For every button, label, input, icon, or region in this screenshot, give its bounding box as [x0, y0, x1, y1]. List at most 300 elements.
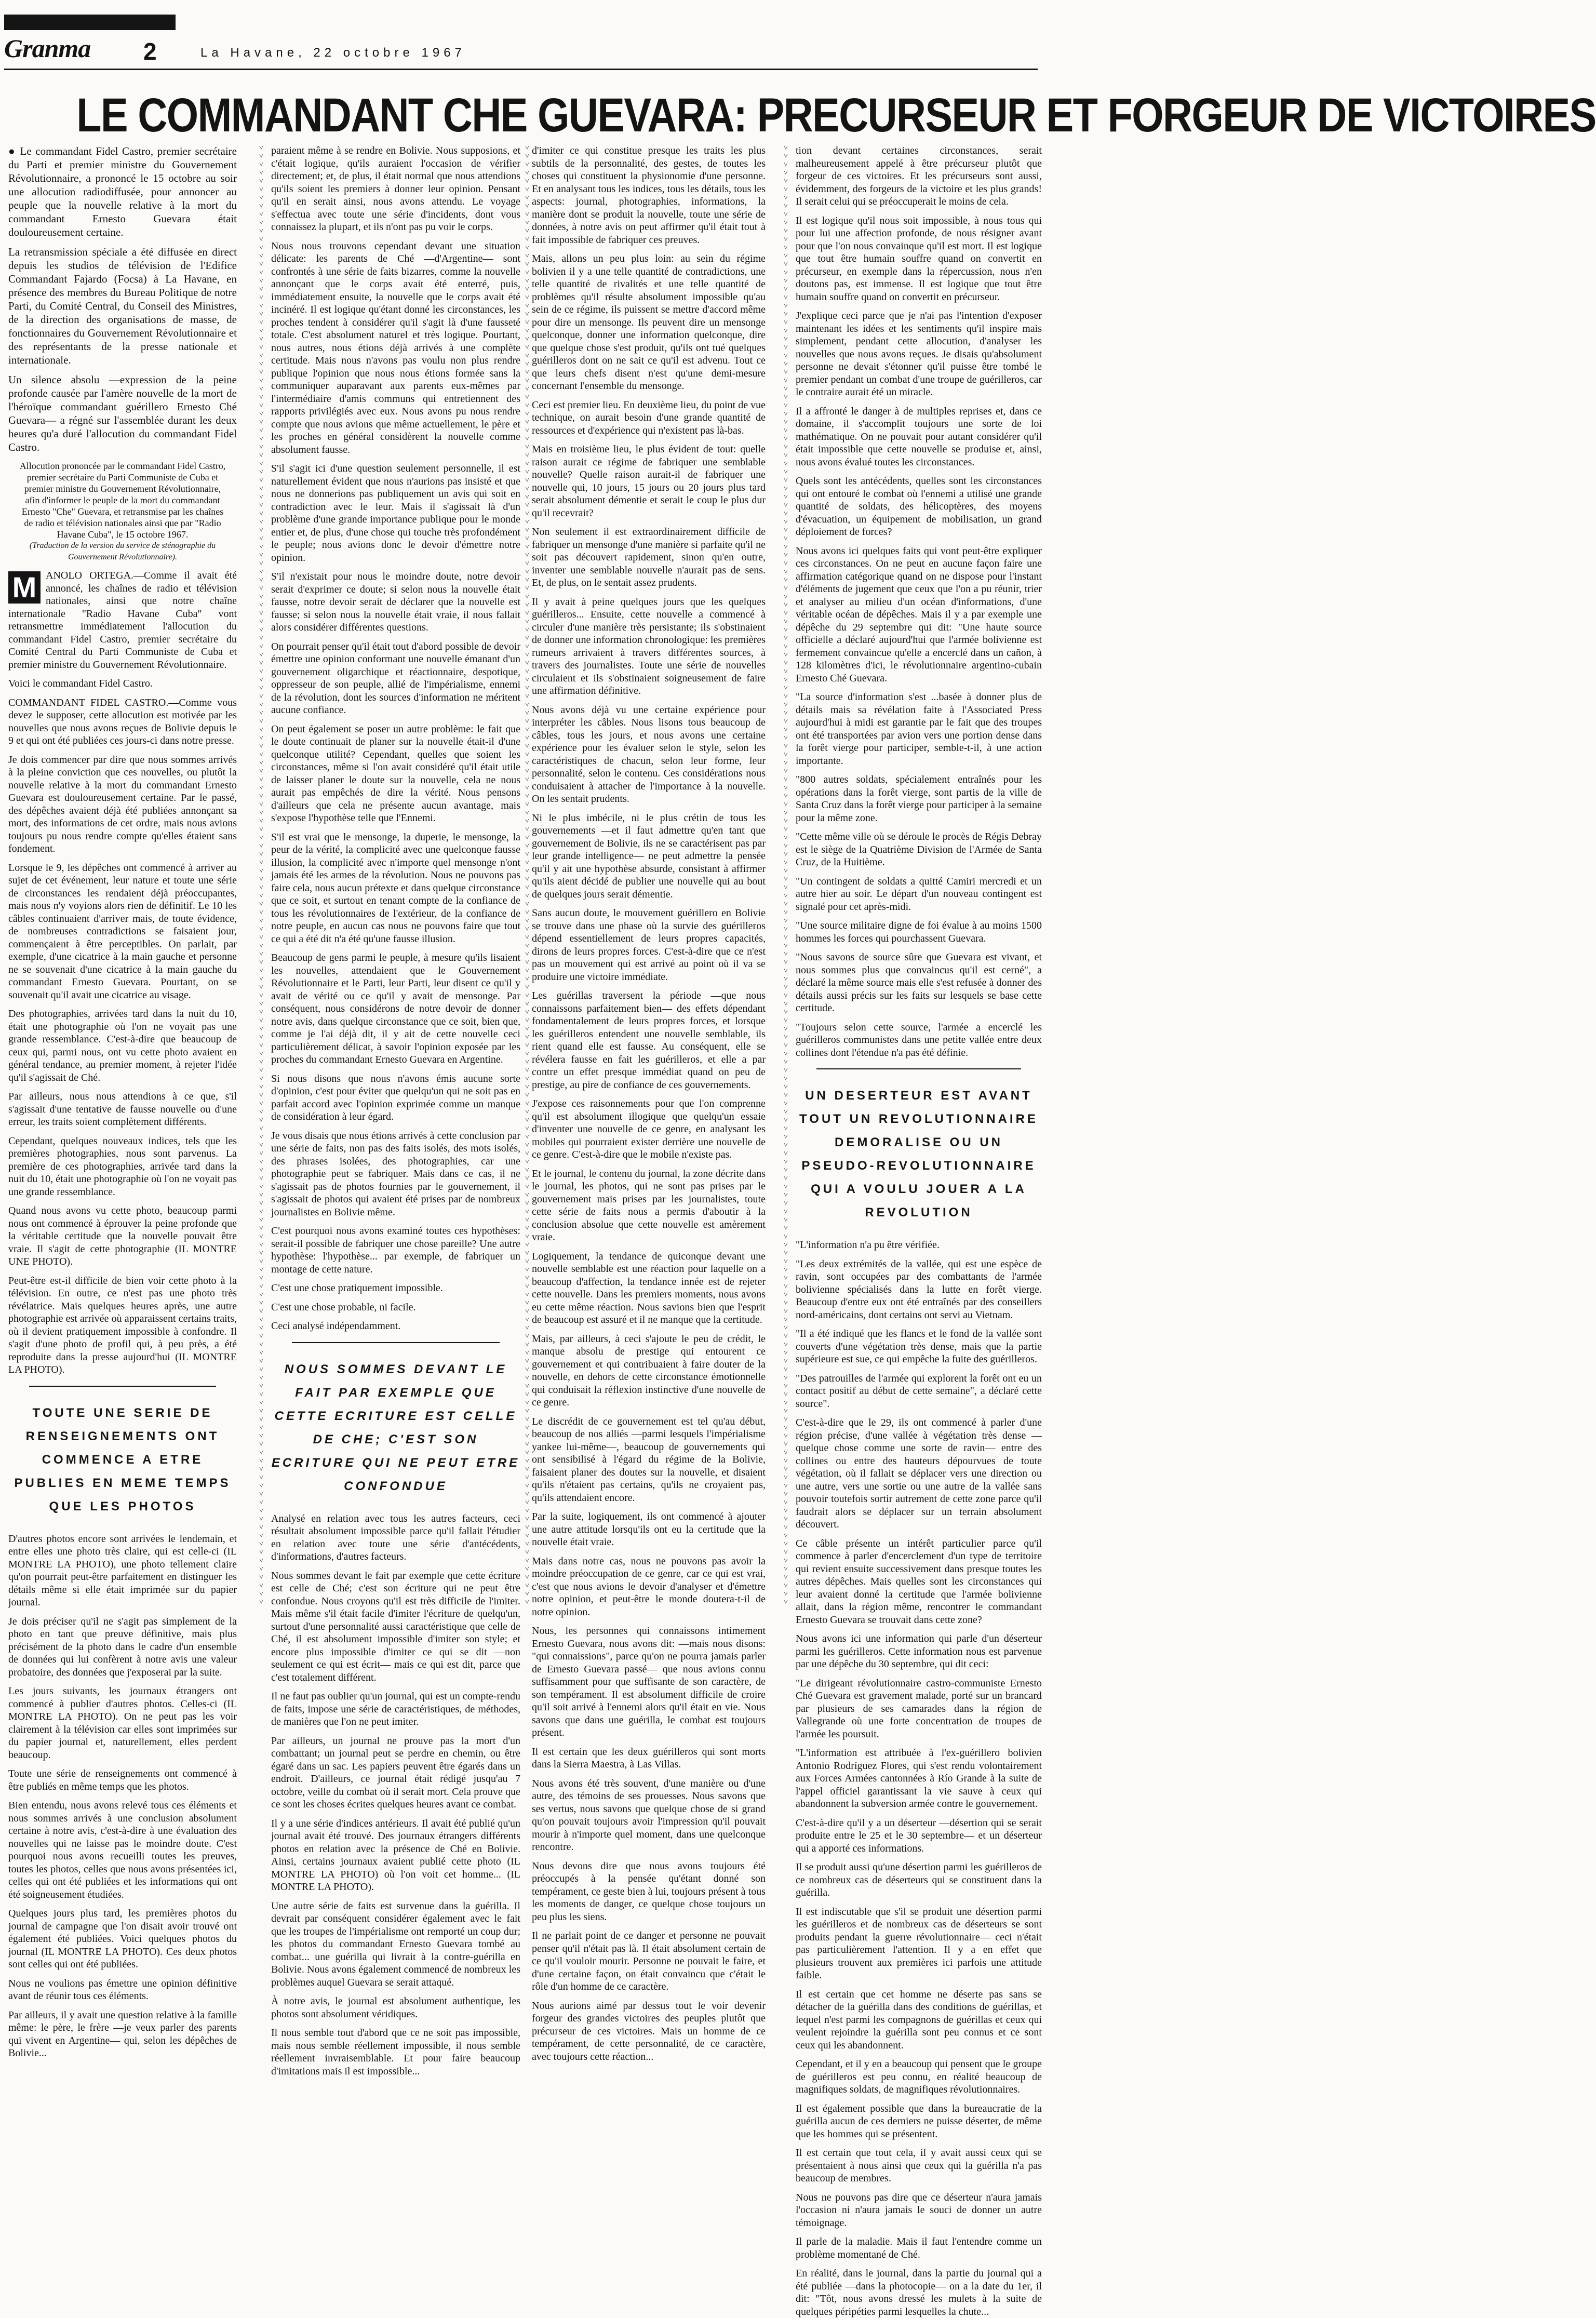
separator-chevron: ˅ [525, 685, 529, 692]
separator-chevron: ˅ [525, 1574, 529, 1582]
separator-chevron: ˅ [784, 1050, 788, 1058]
separator-chevron: ˅ [525, 1108, 529, 1116]
separator-chevron: ˅ [525, 327, 529, 335]
separator-chevron: ˅ [525, 319, 529, 327]
separator-chevron: ˅ [525, 909, 529, 917]
body-paragraph: Ni le plus imbécile, ni le plus crétin de tous les gouvernements —et il faut admettre qu'en tant que gouvernement de Bolivie, ils ne se caractérisent pas par leur grande intelligence— ne peut admettre la pensée qu'il y ait une hypothèse absurde, consistant à affirmer qu'ils aient décidé de publier une nouvelle qui au bout de quelques jours serait démentie. [532, 812, 766, 900]
lede-paragraph: La retransmission spéciale a été diffusée en direct depuis les studios de télévision de l'Edifice Commandant Fajardo (Focsa) à La Havane, en présence des membres du Bureau Politique de notre Parti, du Comité Central, du Conseil des Ministres, de la direction des organisations de masse, de fonctionnaires du Gouvernement Révolutionnaire et des représentants de la presse nationale et internationale. [8, 246, 237, 366]
separator-chevron: ˅ [259, 959, 263, 967]
masthead-bar [4, 15, 176, 30]
separator-chevron: ˅ [784, 161, 788, 169]
separator-chevron: ˅ [259, 685, 263, 692]
separator-chevron: ˅ [525, 360, 529, 368]
body-paragraph: Des photographies, arrivées tard dans la nuit du 10, était une photographie où l'on ne voyait pas une grande ressemblance. C'est-à-dire que beaucoup de ceux qui, parmi nous, ont vu cette photo avaient en général tendance, au premier moment, à rejeter l'idée qu'il s'agissait de Ché. [8, 1008, 237, 1083]
separator-chevron: ˅ [259, 842, 263, 850]
separator-chevron: ˅ [525, 1316, 529, 1324]
body-paragraph: "L'information n'a pu être vérifiée. [796, 1239, 940, 1251]
separator-chevron: ˅ [259, 444, 263, 451]
separator-chevron: ˅ [784, 926, 788, 933]
separator-chevron: ˅ [259, 1507, 263, 1515]
body-paragraph: Il nous semble tout d'abord que ce ne soit pas impossible, mais nous semble réellement impossible, il nous semble réellement invraisemblable. Et pour faire beaucoup d'imitations mais il est impossible... [271, 2027, 520, 2077]
separator-chevron: ˅ [784, 427, 788, 435]
separator-chevron: ˅ [259, 1100, 263, 1108]
body-paragraph: Une autre série de faits est survenue dans la guérilla. Il devrait par conséquent considérer également avec le fait que les troupes de l'impérialisme ont remporté un coup dur; les photos du commandant Ernesto Guevara tombé au combat... une guérilla qui livrait à la contre-guérilla en Bolivie. Nous avons également commencé de nombreux les problèmes auquel Guevara se serait attaqué. [271, 1900, 520, 1988]
body-paragraph: Mais, par ailleurs, à ceci s'ajoute le peu de crédit, le manque absolu de prestige qui entourent ce gouvernement et qui contribuaient à faire douter de la nouvelle, en dehors de cette circonstance émotionnelle qui conduisait la réflexion instinctive d'une nouvelle de ce genre. [532, 1333, 766, 1408]
separator-chevron: ˅ [784, 618, 788, 626]
separator-chevron: ˅ [525, 1457, 529, 1465]
separator-chevron: ˅ [784, 726, 788, 734]
separator-chevron: ˅ [259, 1574, 263, 1582]
separator-chevron: ˅ [784, 153, 788, 160]
separator-chevron: ˅ [784, 336, 788, 343]
body-paragraph: Il est certain que cet homme ne déserte pas sans se détacher de la guérilla dans des conditions de guérillas, et lequel n'est parmi les compagnons de guérillas et ceux qui veulent rejoindre la guérilla sont peu connus et ce sont ceux qui les abandonnent. [796, 1988, 1042, 2051]
separator-chevron: ˅ [525, 1266, 529, 1274]
separator-chevron: ˅ [525, 1009, 529, 1016]
body-paragraph: Il se produit aussi qu'une désertion parmi les guérilleros de ce nombreux cas de déserteurs qui se constituent dans la guérilla. [796, 1861, 1042, 1898]
separator-chevron: ˅ [784, 1241, 788, 1249]
separator-chevron: ˅ [525, 1067, 529, 1075]
separator-chevron: ˅ [784, 144, 788, 152]
separator-chevron: ˅ [525, 493, 529, 501]
separator-chevron: ˅ [784, 1183, 788, 1191]
separator-chevron: ˅ [784, 643, 788, 651]
separator-chevron: ˅ [259, 402, 263, 410]
body-paragraph: Il ne faut pas oublier qu'un journal, qui est un compte-rendu de faits, impose une série de caractéristiques, de méthodes, de manières que l'on ne peut imiter. [271, 1691, 520, 1727]
separator-chevron: ˅ [784, 759, 788, 767]
separator-chevron: ˅ [259, 236, 263, 244]
separator-chevron: ˅ [259, 1424, 263, 1432]
separator-chevron: ˅ [525, 626, 529, 634]
separator-chevron: ˅ [525, 926, 529, 933]
separator-chevron: ˅ [259, 568, 263, 576]
separator-chevron: ˅ [784, 1275, 788, 1282]
separator-chevron: ˅ [525, 917, 529, 925]
separator-chevron: ˅ [259, 543, 263, 551]
separator-chevron: ˅ [784, 502, 788, 510]
separator-chevron: ˅ [784, 1009, 788, 1016]
body-paragraph: Et le journal, le contenu du journal, la zone décrite dans le journal, les photos, qui ne sont pas prises par le gouvernement mais prises par les journalistes, toute cette série de faits nous a permis d'aboutir à la conclusion absolue que cette nouvelle est amèrement vraie. [532, 1168, 766, 1243]
body-paragraph: S'il est vrai que le mensonge, la duperie, le mensonge, la peur de la vérité, la complicité avec une quelconque fausse illusion, la complicité avec n'importe quel mensonge n'ont jamais été les armes de la révolution. Nous ne pouvons pas faire cela, nous aucun prétexte et dans quelque circonstance que ce soit, et surtout en tenant compte de la confiance de tous les révolutionnaires de l'extérieur, de la confiance de notre peuple, en aucun cas nous ne pouvons faire que tout ce qui a été dit n'a été qu'une fausse illusion. [271, 831, 520, 945]
separator-chevron: ˅ [525, 1017, 529, 1025]
separator-chevron: ˅ [784, 1150, 788, 1158]
separator-chevron: ˅ [525, 975, 529, 983]
separator-chevron: ˅ [259, 1374, 263, 1382]
separator-chevron: ˅ [259, 1474, 263, 1482]
separator-chevron: ˅ [259, 1540, 263, 1548]
separator-chevron: ˅ [259, 776, 263, 784]
separator-chevron: ˅ [784, 203, 788, 210]
separator-chevron: ˅ [784, 842, 788, 850]
separator-chevron: ˅ [259, 784, 263, 792]
separator-chevron: ˅ [259, 336, 263, 343]
separator-chevron: ˅ [259, 1175, 263, 1183]
separator-chevron: ˅ [784, 1474, 788, 1482]
separator-chevron: ˅ [525, 311, 529, 318]
column-4 [796, 144, 1042, 2317]
body-paragraph: Par ailleurs, nous nous attendions à ce que, s'il s'agissait d'une tentative de fausse nouvelle ou d'une erreur, les traits soient complètement différents. [8, 1091, 237, 1128]
separator-chevron: ˅ [784, 1557, 788, 1565]
separator-chevron: ˅ [259, 1058, 263, 1066]
separator-chevron: ˅ [784, 585, 788, 593]
separator-chevron: ˅ [784, 834, 788, 842]
separator-chevron: ˅ [784, 934, 788, 942]
separator-chevron: ˅ [784, 859, 788, 867]
separator-chevron: ˅ [784, 693, 788, 701]
separator-chevron: ˅ [784, 917, 788, 925]
body-paragraph: À notre avis, le journal est absolument authentique, les photos sont absolument véridiques. [271, 1995, 520, 2020]
separator-chevron: ˅ [259, 1590, 263, 1598]
separator-chevron: ˅ [784, 1441, 788, 1449]
separator-chevron: ˅ [784, 1108, 788, 1116]
separator-chevron: ˅ [525, 169, 529, 177]
separator-chevron: ˅ [259, 1316, 263, 1324]
separator-chevron: ˅ [525, 660, 529, 667]
separator-chevron: ˅ [784, 1075, 788, 1083]
separator-chevron: ˅ [259, 1499, 263, 1507]
body-paragraph: Ce câble présente un intérêt particulier parce qu'il commence à parler d'encerclement d'un type de territoire qui revient ensuite successivement dans presque toutes les autres dépêches. Mais quelles sont les circonstances qui leur avaient donné la certitude que l'armée bolivienne allait, dans la région même, rencontrer le commandant Ernesto Guevara se trouvait dans cette zone? [796, 1537, 1042, 1626]
separator-chevron: ˅ [784, 1167, 788, 1174]
separator-chevron: ˅ [259, 743, 263, 751]
separator-chevron: ˅ [525, 859, 529, 867]
body-paragraph: "Une source militaire digne de foi évalue à au moins 1500 hommes les forces qui pourchassent Guevara. [796, 920, 1042, 944]
separator-chevron: ˅ [525, 851, 529, 859]
separator-chevron: ˅ [525, 385, 529, 393]
separator-chevron: ˅ [784, 178, 788, 185]
separator-chevron: ˅ [259, 227, 263, 235]
separator-chevron: ˅ [259, 793, 263, 800]
separator-chevron: ˅ [525, 244, 529, 252]
separator-chevron: ˅ [259, 452, 263, 460]
separator-chevron: ˅ [784, 1358, 788, 1365]
separator-chevron: ˅ [784, 327, 788, 335]
separator-chevron: ˅ [259, 768, 263, 775]
separator-chevron: ˅ [784, 477, 788, 485]
separator-chevron: ˅ [784, 984, 788, 991]
separator-chevron: ˅ [259, 552, 263, 559]
separator-chevron: ˅ [525, 452, 529, 460]
body-paragraph: Nous avons été très souvent, d'une manière ou d'une autre, des témoins de ses prouesses. Nous savons que ses vertus, nous savons que quelque chose de si grand qu'on pouvait toujours avoir l'impression qu'il pouvait mourir à n'importe quel moment, dans une quelconque rencontre. [532, 1777, 766, 1853]
separator-chevron: ˅ [259, 286, 263, 293]
lede-paragraph: ● Le commandant Fidel Castro, premier secrétaire du Parti et premier ministre du Gouvernement Révolutionnaire, a prononcé le 15 octobre au soir une allocution radiodiffusée, pour annoncer au peuple que la nouvelle relative à la mort du commandant Ernesto Guevara était douloureusement certaine. [8, 145, 237, 238]
separator-chevron: ˅ [525, 1441, 529, 1449]
separator-chevron: ˅ [525, 161, 529, 169]
separator-chevron: ˅ [784, 768, 788, 775]
body-paragraph: Nous, les personnes qui connaissons intimement Ernesto Guevara, nous avons dit: —mais nous disons: "qui connaissions", parce qu'on ne pourra jamais parler de Ernesto Guevara passé— que nous avions connu suffisamment pour que suffisante de son caractère, de son tempérament. Il est absolument difficile de croire qu'il soit arrivé à l'ennemi alors qu'il était en vie. Nous savons que dans une guérilla, le combat est toujours présent. [532, 1625, 766, 1738]
separator-chevron: ˅ [259, 144, 263, 152]
separator-chevron: ˅ [784, 269, 788, 277]
body-paragraph: Mais, allons un peu plus loin: au sein du régime bolivien il y a une telle quantité de contradictions, une telle quantité de rivalités et une telle quantité de problèmes qu'il résulte absolument impossible qu'au sein de ce régime, ils puissent se mettre d'accord même pour dire un mensonge. Ils peuvent dire un mensonge quelconque, donner une information quelconque, dire que quelque chose s'est produit, qu'ils ont tué quelques guérilleros dont on ne sait ce qu'il est advenu. Tout ce que leurs chefs disent n'est qu'une demi-mesure concernant l'ensemble du mensonge. [532, 253, 766, 392]
separator-chevron: ˅ [259, 1250, 263, 1257]
separator-chevron: ˅ [525, 518, 529, 526]
separator-chevron: ˅ [784, 1250, 788, 1257]
separator-chevron: ˅ [784, 543, 788, 551]
separator-chevron: ˅ [525, 1590, 529, 1598]
main-headline: LE COMMANDANT CHE GUEVARA: PRECURSEUR ET FORGEUR DE VICTOIRES [76, 89, 1596, 142]
newspaper-logo: Granma [4, 34, 91, 63]
separator-chevron: ˅ [784, 626, 788, 634]
separator-chevron: ˅ [259, 884, 263, 892]
separator-chevron: ˅ [525, 1233, 529, 1241]
separator-chevron: ˅ [784, 493, 788, 501]
separator-chevron: ˅ [784, 1582, 788, 1590]
separator-chevron: ˅ [784, 1258, 788, 1266]
separator-chevron: ˅ [259, 261, 263, 269]
separator-chevron: ˅ [525, 410, 529, 418]
separator-chevron: ˅ [525, 302, 529, 310]
separator-chevron: ˅ [525, 535, 529, 543]
separator-chevron: ˅ [525, 1158, 529, 1166]
separator-chevron: ˅ [784, 344, 788, 352]
separator-chevron: ˅ [259, 385, 263, 393]
separator-chevron: ˅ [259, 926, 263, 933]
separator-chevron: ˅ [525, 1416, 529, 1424]
box-divider [292, 1342, 500, 1343]
separator-chevron: ˅ [784, 1432, 788, 1440]
separator-chevron: ˅ [259, 593, 263, 601]
separator-chevron: ˅ [259, 1075, 263, 1083]
separator-chevron: ˅ [784, 1117, 788, 1124]
separator-chevron: ˅ [525, 1599, 529, 1606]
separator-chevron: ˅ [259, 1067, 263, 1075]
separator-chevron: ˅ [525, 1358, 529, 1365]
separator-chevron: ˅ [525, 211, 529, 219]
separator-chevron: ˅ [259, 585, 263, 593]
separator-chevron: ˅ [525, 784, 529, 792]
separator-chevron: ˅ [259, 1092, 263, 1100]
separator-chevron: ˅ [525, 701, 529, 709]
separator-chevron: ˅ [525, 1058, 529, 1066]
separator-chevron: ˅ [259, 510, 263, 518]
separator-chevron: ˅ [784, 1125, 788, 1133]
separator-chevron: ˅ [259, 734, 263, 742]
column-1 [8, 144, 237, 2059]
separator-chevron: ˅ [259, 1142, 263, 1149]
separator-chevron: ˅ [525, 1524, 529, 1532]
separator-chevron: ˅ [784, 552, 788, 559]
separator-chevron: ˅ [259, 485, 263, 493]
separator-chevron: ˅ [784, 776, 788, 784]
separator-chevron: ˅ [525, 1299, 529, 1307]
separator-chevron: ˅ [525, 1466, 529, 1473]
separator-chevron: ˅ [259, 211, 263, 219]
separator-chevron: ˅ [784, 1341, 788, 1349]
separator-chevron: ˅ [525, 1482, 529, 1490]
separator-chevron: ˅ [259, 1383, 263, 1390]
separator-chevron: ˅ [784, 385, 788, 393]
separator-chevron: ˅ [784, 1208, 788, 1216]
separator-chevron: ˅ [259, 1191, 263, 1199]
separator-chevron: ˅ [525, 867, 529, 875]
separator-chevron: ˅ [525, 394, 529, 401]
separator-chevron: ˅ [259, 618, 263, 626]
separator-chevron: ˅ [784, 1416, 788, 1424]
separator-chevron: ˅ [259, 851, 263, 859]
separator-chevron: ˅ [259, 1441, 263, 1449]
separator-chevron: ˅ [784, 992, 788, 1000]
separator-chevron: ˅ [259, 751, 263, 759]
separator-chevron: ˅ [525, 1117, 529, 1124]
separator-chevron: ˅ [784, 1540, 788, 1548]
separator-chevron: ˅ [784, 294, 788, 302]
separator-chevron: ˅ [259, 992, 263, 1000]
body-paragraph: Ceci est premier lieu. En deuxième lieu, du point de vue technique, on aurait besoin d'une grande quantité de ressources et d'expérience qui n'existent pas là-bas. [532, 399, 766, 436]
separator-chevron: ˅ [525, 144, 529, 152]
separator-chevron: ˅ [784, 1025, 788, 1033]
separator-chevron: ˅ [784, 369, 788, 377]
separator-chevron: ˅ [259, 1025, 263, 1033]
body-paragraph: J'explique ceci parce que je n'ai pas l'intention d'exposer maintenant les idées et les sentiments qu'il inspire mais simplement, pendant cette allocution, d'analyser les nouvelles que nous avons reçues. Je disais qu'absolument personne ne devait s'étonner qu'il puisse être tombé le premier pendant un combat d'une troupe de guérilleros, car le contraire aurait été un miracle. [796, 310, 1042, 398]
separator-chevron: ˅ [784, 1083, 788, 1091]
separator-chevron: ˅ [259, 577, 263, 584]
separator-chevron: ˅ [784, 892, 788, 900]
separator-chevron: ˅ [259, 626, 263, 634]
separator-chevron: ˅ [525, 1025, 529, 1033]
separator-chevron: ˅ [784, 435, 788, 443]
body-paragraph: C'est une chose pratiquement impossible. [271, 1282, 443, 1294]
dateline: La Havane, 22 octobre 1967 [200, 46, 466, 60]
separator-chevron: ˅ [259, 1233, 263, 1241]
separator-chevron: ˅ [784, 1565, 788, 1573]
separator-chevron: ˅ [259, 601, 263, 609]
body-paragraph: "Cette même ville où se déroule le procès de Régis Debray est le siège de la Quatrième Division de l'Armée de Santa Cruz, de la Huitième. [796, 831, 1042, 868]
separator-chevron: ˅ [259, 560, 263, 568]
separator-chevron: ˅ [525, 1125, 529, 1133]
drop-cap: M [8, 571, 41, 604]
separator-chevron: ˅ [784, 311, 788, 318]
page-number: 2 [143, 38, 157, 65]
separator-chevron: ˅ [525, 1100, 529, 1108]
separator-chevron: ˅ [525, 1399, 529, 1407]
separator-chevron: ˅ [525, 1324, 529, 1332]
separator-chevron: ˅ [784, 468, 788, 476]
separator-chevron: ˅ [525, 468, 529, 476]
separator-chevron: ˅ [784, 784, 788, 792]
separator-chevron: ˅ [784, 535, 788, 543]
separator-chevron: ˅ [784, 975, 788, 983]
separator-chevron: ˅ [259, 660, 263, 667]
separator-chevron: ˅ [525, 1391, 529, 1399]
separator-chevron: ˅ [259, 360, 263, 368]
separator-chevron: ˅ [259, 701, 263, 709]
separator-chevron: ˅ [784, 527, 788, 534]
separator-chevron: ˅ [784, 1092, 788, 1100]
separator-chevron: ˅ [525, 1540, 529, 1548]
separator-chevron: ˅ [525, 294, 529, 302]
separator-chevron: ˅ [525, 1516, 529, 1523]
body-paragraph: En réalité, dans le journal, dans la partie du journal qui a été publiée —dans la photocopie— on a la date du 1er, il dit: "Tôt, nous avons dressé les mulets à la suite de quelques péripéties parmi lesquelles la chute... [796, 2268, 1042, 2317]
separator-chevron: ˅ [784, 1067, 788, 1075]
separator-chevron: ˅ [525, 203, 529, 210]
separator-chevron: ˅ [525, 676, 529, 684]
separator-chevron: ˅ [784, 959, 788, 967]
separator-chevron: ˅ [259, 909, 263, 917]
body-paragraph: Il parle de la maladie. Mais il faut l'entendre comme un problème momentané de Ché. [796, 2236, 1042, 2260]
separator-chevron: ˅ [259, 1565, 263, 1573]
separator-chevron: ˅ [259, 319, 263, 327]
body-paragraph: D'autres photos encore sont arrivées le lendemain, et entre elles une photo très claire, qui est celle-ci (IL MONTRE LA PHOTO), une photo tellement claire qu'on pourrait peut-être parfaitement en distinguer les détails même si elle était imprimée sur du papier journal. [8, 1533, 237, 1608]
separator-chevron: ˅ [525, 352, 529, 360]
separator-chevron: ˅ [525, 1241, 529, 1249]
body-paragraph: Les jours suivants, les journaux étrangers ont commencé à publier d'autres photos. Celles-ci (IL MONTRE LA PHOTO). On ne peut pas les voir clairement à la télévision car elles sont imprimées sur du papier journal et, naturellement, elles perdent beaucoup. [8, 1685, 237, 1761]
body-paragraph: Nous sommes devant le fait par exemple que cette écriture est celle de Ché; c'est son écriture qui ne peut être confondue. Nous croyons qu'il est très difficile de l'imiter. Mais même s'il était facile d'imiter l'écriture de quelqu'un, surtout d'une personnalité aussi caractéristique que celle de Ché, il est absolument impossible d'imiter son style; et encore plus impossible d'imiter ce qui se dit —non seulement ce qui est écrit— mais ce qui est dit, parce que c'est totalement différent. [271, 1570, 520, 1683]
separator-chevron: ˅ [525, 768, 529, 775]
separator-chevron: ˅ [784, 1042, 788, 1050]
separator-chevron: ˅ [259, 1333, 263, 1341]
separator-chevron: ˅ [784, 518, 788, 526]
separator-chevron: ˅ [784, 1233, 788, 1241]
separator-chevron: ˅ [784, 194, 788, 202]
separator-chevron: ˅ [784, 1574, 788, 1582]
separator-chevron: ˅ [525, 801, 529, 809]
separator-chevron: ˅ [259, 194, 263, 202]
separator-chevron: ˅ [259, 834, 263, 842]
separator-chevron: ˅ [525, 610, 529, 618]
separator-chevron: ˅ [525, 726, 529, 734]
separator-chevron: ˅ [259, 1557, 263, 1565]
separator-chevron: ˅ [525, 444, 529, 451]
separator-chevron: ˅ [784, 1349, 788, 1357]
separator-chevron: ˅ [784, 1366, 788, 1374]
separator-chevron: ˅ [259, 610, 263, 618]
separator-chevron: ˅ [259, 1449, 263, 1457]
body-paragraph: Il est également possible que dans la bureaucratie de la guérilla aucun de ces derniers ne puisse déserter, de même que les hommes qui se présentent. [796, 2102, 1042, 2140]
separator-chevron: ˅ [259, 1516, 263, 1523]
separator-chevron: ˅ [259, 1466, 263, 1473]
separator-chevron: ˅ [784, 1216, 788, 1224]
separator-chevron: ˅ [525, 959, 529, 967]
body-paragraph: d'imiter ce qui constitue presque les traits les plus subtils de la personnalité, des gestes, de toutes les choses qui constituent la physionomie d'une personne. Et en analysant tous les indices, tous les détails, tous les aspects: journal, photographies, informations, la manière dont se produit la nouvelle, toute une série de données, à notre avis on peut affirmer qu'il était tout à fait impossible de fabriquer ces preuves. [532, 145, 766, 246]
separator-chevron: ˅ [259, 277, 263, 285]
separator-chevron: ˅ [259, 901, 263, 908]
separator-chevron: ˅ [259, 1258, 263, 1266]
separator-chevron: ˅ [525, 261, 529, 269]
separator-chevron: ˅ [784, 169, 788, 177]
separator-chevron: ˅ [525, 336, 529, 343]
separator-chevron: ˅ [525, 1424, 529, 1432]
separator-chevron: ˅ [259, 826, 263, 834]
separator-chevron: ˅ [259, 892, 263, 900]
separator-chevron: ˅ [259, 1266, 263, 1274]
body-paragraph: Ceci analysé indépendamment. [271, 1320, 401, 1332]
separator-chevron: ˅ [259, 1349, 263, 1357]
separator-chevron: ˅ [784, 660, 788, 667]
separator-chevron: ˅ [259, 1432, 263, 1440]
body-paragraph: "Les deux extrémités de la vallée, qui est une espèce de ravin, sont occupées par des combattants de l'armée bolivienne spécialisés dans la lutte en forêt vierge. Beaucoup d'entre eux ont été entraînés par des conseillers nord-américains, dont certains ont servi au Vietnam. [796, 1258, 1042, 1321]
body-paragraph: Nous avons déjà vu une certaine expérience pour interpréter les câbles. Nous lisons tous beaucoup de câbles, tous les jours, et nous avons une certaine expérience pour les évaluer selon le style, selon les caractéristiques de chacun, selon leur forme, leur personnalité, selon le contenu. Ces considérations nous conduisaient à attacher de l'importance à la nouvelle. On les sentait prudents. [532, 704, 766, 805]
attribution-text: Allocution prononcée par le commandant Fidel Castro, premier secrétaire du Parti Communiste de Cuba et premier ministre du Gouvernement Révolutionnaire, afin d'informer le peuple de la mort du commandant Ernesto "Che" Guevara, et retransmise par les chaînes de radio et télévision nationales ainsi que par "Radio Havane Cuba", le 15 octobre 1967. [19, 461, 226, 540]
separator-chevron: ˅ [525, 510, 529, 518]
separator-chevron: ˅ [259, 1358, 263, 1365]
separator-chevron: ˅ [784, 360, 788, 368]
separator-chevron: ˅ [784, 1374, 788, 1382]
separator-chevron: ˅ [525, 643, 529, 651]
separator-chevron: ˅ [784, 1291, 788, 1299]
separator-chevron: ˅ [784, 876, 788, 883]
separator-chevron: ˅ [784, 1034, 788, 1041]
box-divider [29, 1386, 216, 1387]
separator-chevron: ˅ [259, 352, 263, 360]
separator-chevron: ˅ [259, 934, 263, 942]
separator-chevron: ˅ [525, 1275, 529, 1282]
separator-chevron: ˅ [784, 419, 788, 426]
separator-chevron: ˅ [259, 460, 263, 468]
separator-chevron: ˅ [784, 394, 788, 401]
body-paragraph: Cependant, quelques nouveaux indices, tels que les premières photographies, nous sont parvenus. La première de ces photographies, arrivée tard dans la nuit du 10, était une photographie où l'on ne voyait pas une grande ressemblance. [8, 1135, 237, 1198]
separator-chevron: ˅ [259, 427, 263, 435]
separator-chevron: ˅ [259, 527, 263, 534]
separator-chevron: ˅ [784, 1507, 788, 1515]
separator-chevron: ˅ [259, 435, 263, 443]
